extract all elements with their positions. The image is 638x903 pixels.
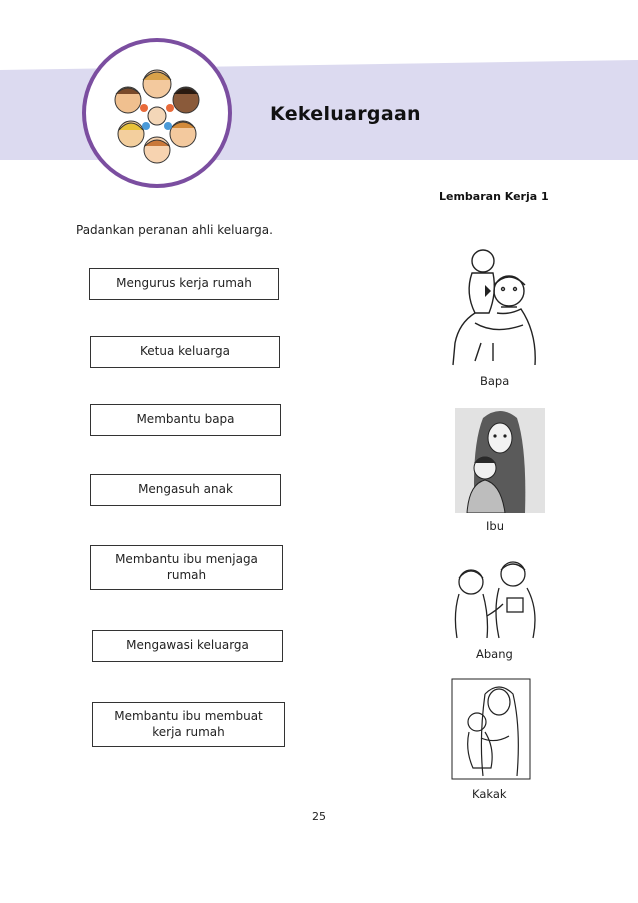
role-box-membantu-ibu-menjaga-rumah xyxy=(90,545,283,590)
mother-with-child-illustration xyxy=(455,408,545,513)
role-label: Membantu ibu menjaga rumah xyxy=(115,551,258,582)
logo-circle xyxy=(82,38,232,188)
role-label: Membantu bapa xyxy=(136,412,235,427)
role-box-ketua-keluarga xyxy=(90,336,280,368)
sister-with-baby-illustration xyxy=(451,678,531,780)
page-title: Kekeluargaan xyxy=(270,103,421,125)
member-label-bapa: Bapa xyxy=(480,374,510,388)
role-box-membantu-ibu-membuat-kerja-rumah xyxy=(92,702,285,747)
instruction-text: Padankan peranan ahli keluarga. xyxy=(76,223,273,237)
role-label: Ketua keluarga xyxy=(139,344,231,359)
role-label: Mengawasi keluarga xyxy=(126,638,249,653)
role-box-mengasuh-anak xyxy=(90,474,281,506)
father-with-child-illustration xyxy=(445,243,545,368)
role-label: Mengasuh anak xyxy=(138,482,233,497)
role-box-mengawasi-keluarga xyxy=(92,630,283,662)
member-label-kakak: Kakak xyxy=(472,787,507,801)
role-label: Mengurus kerja rumah xyxy=(116,276,252,291)
role-box-membantu-bapa xyxy=(90,404,281,436)
member-label-ibu: Ibu xyxy=(486,519,504,533)
worksheet-label: Lembaran Kerja 1 xyxy=(439,190,549,203)
page-number: 25 xyxy=(312,810,326,823)
role-box-mengurus-kerja-rumah xyxy=(89,268,279,300)
role-label: Membantu ibu membuat kerja rumah xyxy=(114,708,263,739)
member-label-abang: Abang xyxy=(476,647,513,661)
brothers-illustration xyxy=(447,554,547,639)
children-circle-icon xyxy=(86,42,228,184)
